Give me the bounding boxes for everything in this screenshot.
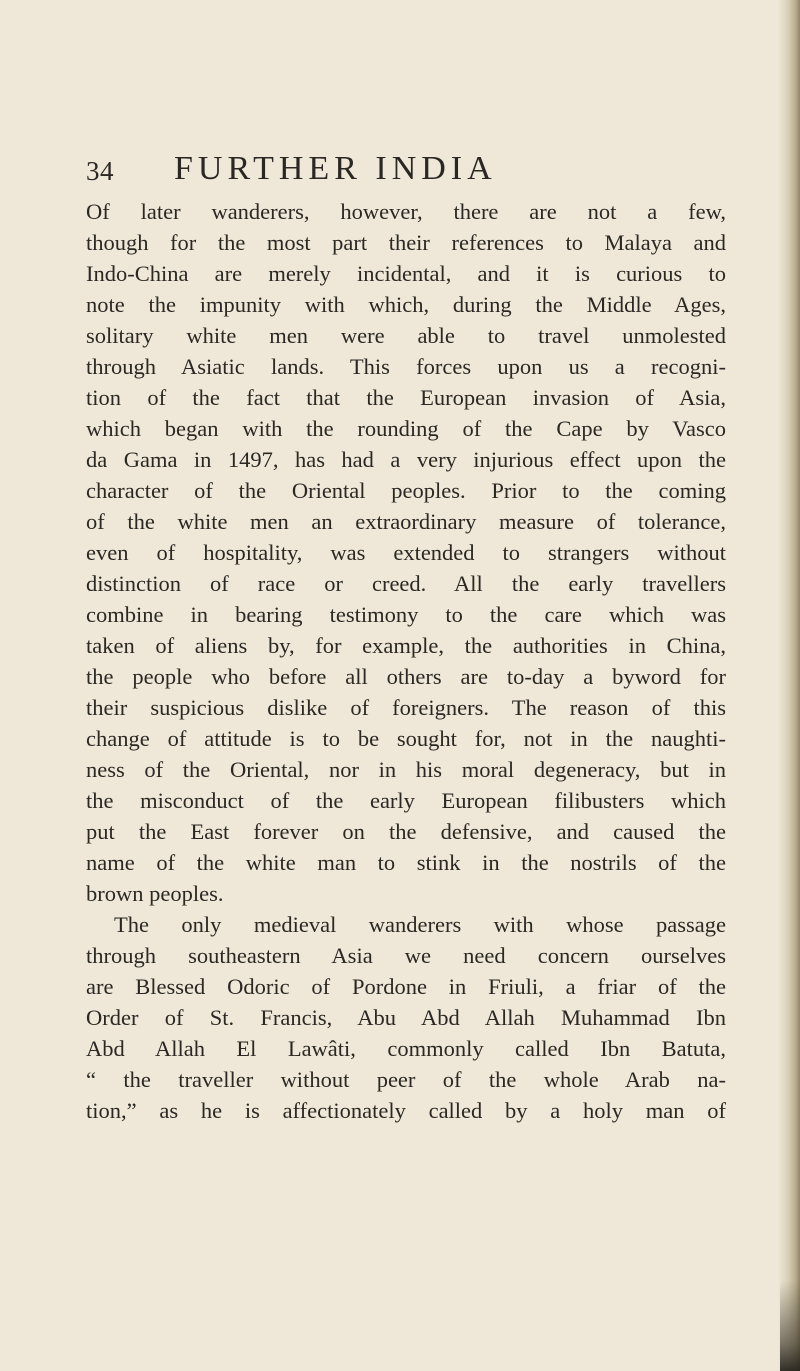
- text-line: Abd Allah El Lawâti, commonly called Ibn Batuta,: [86, 1036, 726, 1061]
- text-line: tion of the fact that the European invasion of Asia,: [86, 385, 726, 410]
- text-line: through Asiatic lands. This forces upon us a recogni-: [86, 354, 726, 379]
- text-line: da Gama in 1497, has had a very injurious effect upon the: [86, 447, 726, 472]
- text-line: put the East forever on the defensive, and caused the: [86, 819, 726, 844]
- text-line: Indo-China are merely incidental, and it is curious to: [86, 261, 726, 286]
- text-line: solitary white men were able to travel unmolested: [86, 323, 726, 348]
- text-line: Order of St. Francis, Abu Abd Allah Muhammad Ibn: [86, 1005, 726, 1030]
- text-line: through southeastern Asia we need concern ourselves: [86, 943, 726, 968]
- text-line: the misconduct of the early European filibusters which: [86, 788, 726, 813]
- text-line: of the white men an extraordinary measure of tolerance,: [86, 509, 726, 534]
- text-line: tion,” as he is affectionately called by a holy man of: [86, 1098, 726, 1123]
- text-line: combine in bearing testimony to the care which was: [86, 602, 726, 627]
- text-line: change of attitude is to be sought for, not in the naughti-: [86, 726, 726, 751]
- page-edge: [778, 0, 800, 1371]
- text-line: though for the most part their references to Malaya and: [86, 230, 726, 255]
- running-head: [86, 150, 726, 194]
- text-line: even of hospitality, was extended to strangers without: [86, 540, 726, 565]
- text-line: Of later wanderers, however, there are not a few,: [86, 199, 726, 224]
- text-line: brown peoples.: [86, 881, 224, 906]
- text-line: name of the white man to stink in the nostrils of the: [86, 850, 726, 875]
- page-edge-shadow: [780, 1281, 800, 1371]
- text-line: ness of the Oriental, nor in his moral degeneracy, but in: [86, 757, 726, 782]
- text-line: taken of aliens by, for example, the authorities in China,: [86, 633, 726, 658]
- running-title: FURTHER INDIA: [174, 150, 497, 187]
- text-line: their suspicious dislike of foreigners. The reason of this: [86, 695, 726, 720]
- text-line: The only medieval wanderers with whose passage: [114, 912, 726, 937]
- text-line: “ the traveller without peer of the whole Arab na-: [86, 1067, 726, 1092]
- page-number: 34: [86, 156, 114, 186]
- text-line: distinction of race or creed. All the early travellers: [86, 571, 726, 596]
- text-line: which began with the rounding of the Cape by Vasco: [86, 416, 726, 441]
- text-line: the people who before all others are to-day a byword for: [86, 664, 726, 689]
- text-line: character of the Oriental peoples. Prior to the coming: [86, 478, 726, 503]
- body-text: [86, 196, 726, 1126]
- text-line: are Blessed Odoric of Pordone in Friuli, a friar of the: [86, 974, 726, 999]
- text-line: note the impunity with which, during the Middle Ages,: [86, 292, 726, 317]
